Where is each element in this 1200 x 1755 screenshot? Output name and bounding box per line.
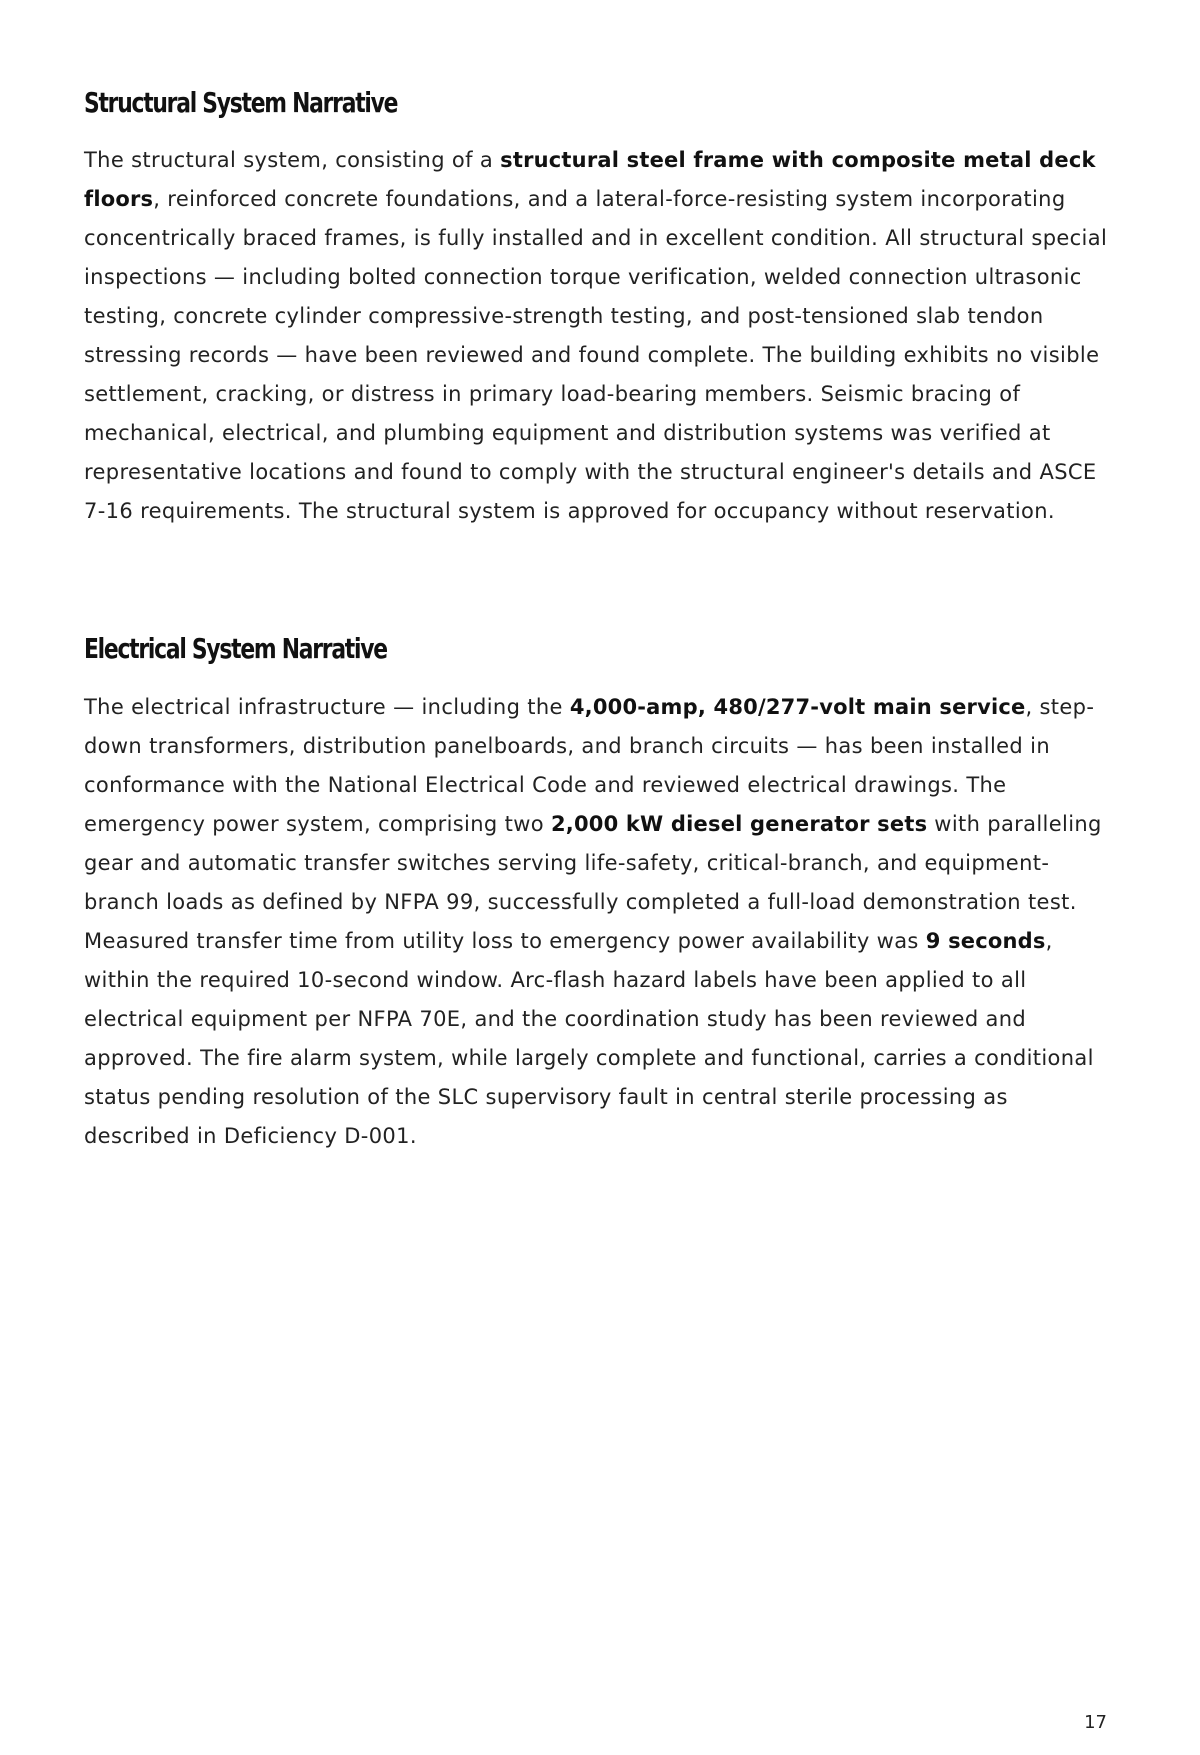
electrical-narrative-paragraph xyxy=(84,688,1114,1156)
electrical-bold-segment: 2,000 kW diesel generator sets xyxy=(550,812,928,836)
structural-bold-segment: structural steel frame with composite metal deck floors xyxy=(84,148,1096,211)
electrical-text-segment: , within the required 10-second window. Arc-flash hazard labels have been applied to all electrical equipment per NFPA 70E, and the coordination study has been reviewed and approved. The fire alarm system, while largely complete and functional, carries a conditional status pending resolution of the SLC supervisory fault in central sterile processing as described in Deficiency D-001. xyxy=(84,929,1094,1148)
structural-narrative-paragraph xyxy=(84,141,1114,531)
electrical-bold-segment: 9 seconds xyxy=(925,929,1046,953)
electrical-text-segment: with paralleling gear and automatic transfer switches serving life-safety, critical-branch, and equipment-branch loads as defined by NFPA 99, successfully completed a full-load demonstration test. Measured transfer time from utility loss to emergency power availability was xyxy=(84,812,1102,953)
electrical-bold-segment: 4,000-amp, 480/277-volt main service xyxy=(569,695,1026,719)
structural-text-segment: , reinforced concrete foundations, and a lateral-force-resisting system incorporating concentrically braced frames, is fully installed and in excellent condition. All structural special inspections — including bolted connection torque verification, welded connection ultrasonic testing, concrete cylinder compressive-strength testing, and post-tensioned slab tendon stressing records — have been reviewed and found complete. The building exhibits no visible settlement, cracking, or distress in primary load-bearing members. Seismic bracing of mechanical, electrical, and plumbing equipment and distribution systems was verified at representative locations and found to comply with the structural engineer's details and ASCE 7-16 requirements. The structural system is approved for occupancy without reservation. xyxy=(84,187,1108,523)
electrical-section-title: Electrical System Narrative xyxy=(84,632,387,665)
electrical-text-segment: , step-down transformers, distribution panelboards, and branch circuits — has been installed in conformance with the National Electrical Code and reviewed electrical drawings. The emergency power system, comprising two xyxy=(84,695,1095,836)
electrical-text-segment: The electrical infrastructure — including the xyxy=(84,695,570,719)
structural-text-segment: The structural system, consisting of a xyxy=(84,148,501,172)
structural-section-title: Structural System Narrative xyxy=(84,86,398,119)
page-number: 17 xyxy=(1084,1712,1107,1733)
